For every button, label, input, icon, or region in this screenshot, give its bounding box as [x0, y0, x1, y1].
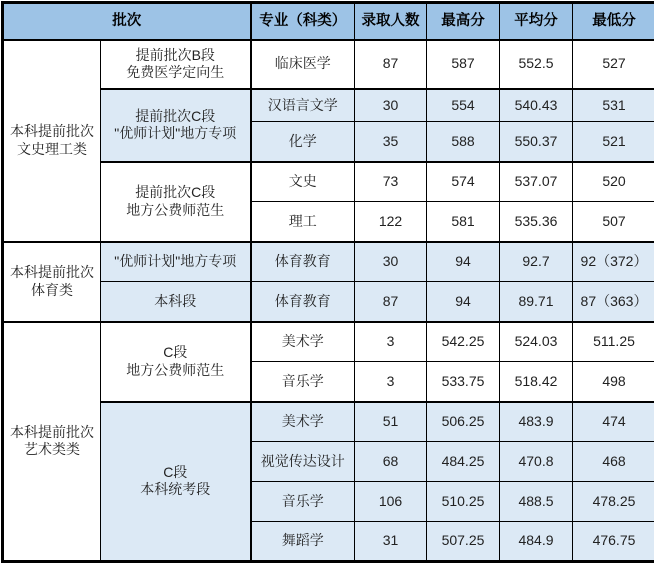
count-cell: 51	[355, 402, 427, 442]
group-label-line2: 艺术类类	[6, 441, 98, 459]
batch-cell: C段 地方公费师范生	[101, 322, 251, 402]
major-cell: 体育教育	[251, 242, 355, 282]
max-cell: 94	[427, 282, 500, 322]
avg-cell: 470.8	[500, 442, 573, 482]
table-row	[3, 242, 654, 282]
major-cell: 体育教育	[251, 282, 355, 322]
count-cell: 30	[355, 242, 427, 282]
major-cell: 音乐学	[251, 362, 355, 402]
batch-cell: 提前批次C段 地方公费师范生	[101, 162, 251, 242]
min-cell: 87（363）	[573, 282, 654, 322]
max-cell: 542.25	[427, 322, 500, 362]
count-cell: 73	[355, 162, 427, 202]
avg-cell: 537.07	[500, 162, 573, 202]
avg-cell: 518.42	[500, 362, 573, 402]
min-cell: 474	[573, 402, 654, 442]
major-cell: 音乐学	[251, 482, 355, 522]
batch-cell: 提前批次C段 "优师计划"地方专项	[101, 89, 251, 162]
max-cell: 506.25	[427, 402, 500, 442]
count-cell: 35	[355, 122, 427, 162]
max-cell: 554	[427, 89, 500, 122]
avg-cell: 92.7	[500, 242, 573, 282]
min-cell: 527	[573, 40, 654, 89]
header-cell-batch: 批次	[3, 3, 251, 40]
group-label-line1: 本科提前批次	[6, 424, 98, 442]
table-row	[3, 402, 654, 442]
min-cell: 507	[573, 202, 654, 242]
count-cell: 68	[355, 442, 427, 482]
avg-cell: 483.9	[500, 402, 573, 442]
major-cell: 舞蹈学	[251, 522, 355, 562]
table-row	[3, 322, 654, 362]
max-cell: 484.25	[427, 442, 500, 482]
header-cell-min: 最低分	[573, 3, 654, 40]
avg-cell: 524.03	[500, 322, 573, 362]
group-cell-wenshiligong	[3, 40, 101, 242]
batch-cell: 提前批次B段 免费医学定向生	[101, 40, 251, 89]
count-cell: 3	[355, 322, 427, 362]
admission-score-table	[1, 1, 654, 563]
group-label-line2: 体育类	[6, 282, 98, 300]
batch-cell: C段 本科统考段	[101, 402, 251, 562]
avg-cell: 550.37	[500, 122, 573, 162]
max-cell: 574	[427, 162, 500, 202]
table-row	[3, 40, 654, 89]
max-cell: 533.75	[427, 362, 500, 402]
avg-cell: 552.5	[500, 40, 573, 89]
avg-cell: 89.71	[500, 282, 573, 322]
min-cell: 511.25	[573, 322, 654, 362]
major-cell: 美术学	[251, 322, 355, 362]
max-cell: 588	[427, 122, 500, 162]
header-cell-max: 最高分	[427, 3, 500, 40]
max-cell: 581	[427, 202, 500, 242]
group-label-line1: 本科提前批次	[6, 123, 98, 141]
group-cell-tiyu	[3, 242, 101, 322]
min-cell: 531	[573, 89, 654, 122]
avg-cell: 488.5	[500, 482, 573, 522]
header-cell-count: 录取人数	[355, 3, 427, 40]
major-cell: 临床医学	[251, 40, 355, 89]
table-row	[3, 162, 654, 202]
max-cell: 507.25	[427, 522, 500, 562]
table-row	[3, 89, 654, 122]
group-label-line2: 文史理工类	[6, 141, 98, 159]
batch-cell: "优师计划"地方专项	[101, 242, 251, 282]
count-cell: 122	[355, 202, 427, 242]
group-label-line1: 本科提前批次	[6, 264, 98, 282]
count-cell: 30	[355, 89, 427, 122]
min-cell: 498	[573, 362, 654, 402]
avg-cell: 535.36	[500, 202, 573, 242]
header-cell-major: 专业（科类）	[251, 3, 355, 40]
major-cell: 理工	[251, 202, 355, 242]
avg-cell: 484.9	[500, 522, 573, 562]
header-cell-avg: 平均分	[500, 3, 573, 40]
batch-cell: 本科段	[101, 282, 251, 322]
major-cell: 化学	[251, 122, 355, 162]
major-cell: 汉语言文学	[251, 89, 355, 122]
min-cell: 521	[573, 122, 654, 162]
min-cell: 520	[573, 162, 654, 202]
count-cell: 87	[355, 282, 427, 322]
max-cell: 94	[427, 242, 500, 282]
min-cell: 92（372）	[573, 242, 654, 282]
count-cell: 31	[355, 522, 427, 562]
max-cell: 510.25	[427, 482, 500, 522]
table-row	[3, 282, 654, 322]
count-cell: 106	[355, 482, 427, 522]
min-cell: 468	[573, 442, 654, 482]
major-cell: 视觉传达设计	[251, 442, 355, 482]
min-cell: 476.75	[573, 522, 654, 562]
group-cell-yishu	[3, 322, 101, 562]
major-cell: 文史	[251, 162, 355, 202]
max-cell: 587	[427, 40, 500, 89]
major-cell: 美术学	[251, 402, 355, 442]
min-cell: 478.25	[573, 482, 654, 522]
count-cell: 87	[355, 40, 427, 89]
avg-cell: 540.43	[500, 89, 573, 122]
count-cell: 3	[355, 362, 427, 402]
table-header-row	[3, 3, 654, 40]
